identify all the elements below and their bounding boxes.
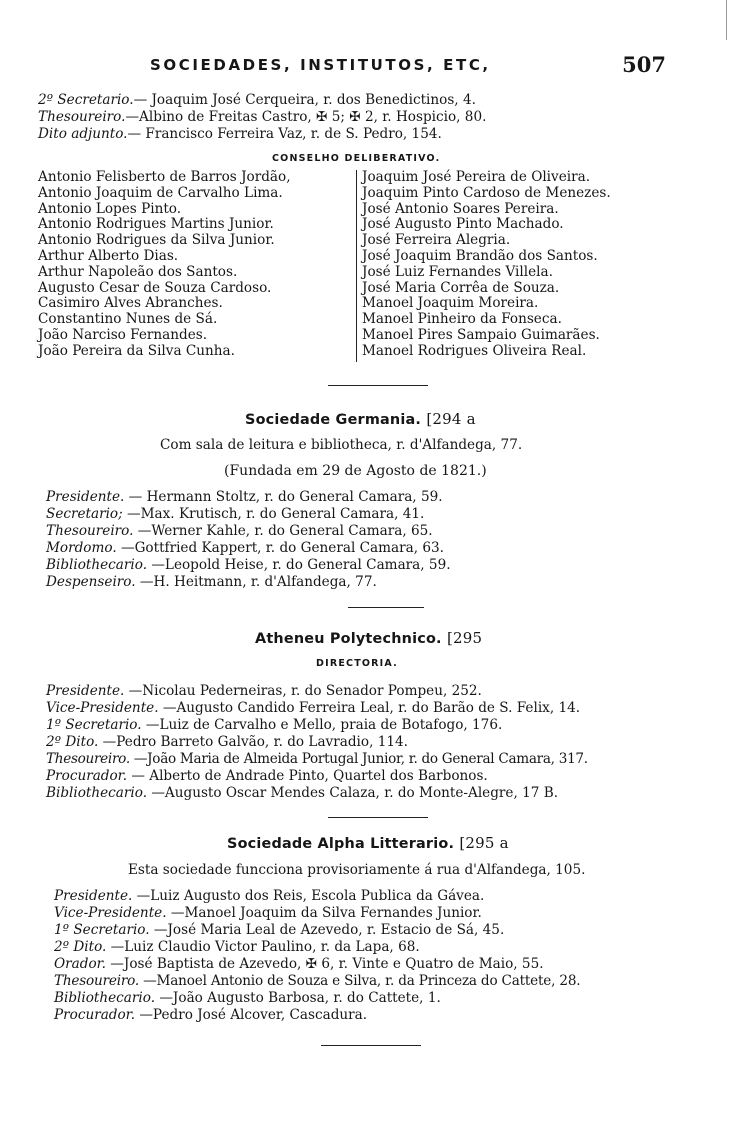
officer-line <box>54 990 441 1007</box>
founded-date: (Fundada em 29 de Agosto de 1821.) <box>224 463 487 479</box>
council-member: José Joaquim Brandão dos Santos. <box>362 247 598 264</box>
society-name: Sociedade Alpha Litterario. <box>227 836 455 852</box>
officer-role: Procurador. <box>46 768 128 784</box>
officer-text: —Luiz Claudio Victor Paulino, r. da Lapa, 68. <box>106 939 420 955</box>
officer-role: Vice-Presidente. <box>54 905 167 921</box>
officer-line <box>54 956 544 973</box>
council-member: Augusto Cesar de Souza Cardoso. <box>38 279 272 296</box>
officer-text: —Augusto Candido Ferreira Leal, r. do Barão de S. Felix, 14. <box>158 700 581 716</box>
officer-line <box>54 1007 367 1024</box>
officer-text: —Manoel Antonio de Souza e Silva, r. da Princeza do Cattete, 28. <box>139 973 581 989</box>
officer-role: 2º Dito. <box>54 939 107 955</box>
section-title <box>255 629 482 647</box>
council-left-column <box>38 170 291 360</box>
officer-role: Procurador. <box>54 1007 136 1023</box>
council-member: Antonio Lopes Pinto. <box>38 200 182 217</box>
officer-text: — Alberto de Andrade Pinto, Quartel dos Barbonos. <box>127 768 488 784</box>
officer-line <box>54 888 484 905</box>
council-member: José Augusto Pinto Machado. <box>362 216 564 233</box>
officer-text: —Pedro José Alcover, Cascadura. <box>135 1007 368 1023</box>
society-name: Sociedade Germania. <box>245 412 422 428</box>
officer-text: —Luiz de Carvalho e Mello, praia de Botafogo, 176. <box>141 717 503 733</box>
officer-role: 1º Secretario. <box>54 922 150 938</box>
section-title <box>227 834 509 852</box>
section-divider <box>328 817 428 818</box>
society-subtitle: Esta sociedade funcciona provisoriamente á rua d'Alfandega, 105. <box>128 862 586 878</box>
council-member: Manoel Joaquim Moreira. <box>362 295 539 312</box>
officer-line <box>54 973 580 990</box>
council-member: Manoel Pinheiro da Fonseca. <box>362 311 562 328</box>
council-member: João Narciso Fernandes. <box>38 326 208 343</box>
officer-role: Thesoureiro. <box>46 751 130 767</box>
officer-line <box>46 734 408 751</box>
officer-text: —José Baptista de Azevedo, ✠ 6, r. Vinte e Quatro de Maio, 55. <box>105 956 544 972</box>
officer-line <box>46 557 451 574</box>
officer-line <box>46 768 488 785</box>
officer-line <box>38 126 442 143</box>
society-subtitle: Com sala de leitura e bibliotheca, r. d'Alfandega, 77. <box>160 437 523 453</box>
officer-text: — Joaquim José Cerqueira, r. dos Benedictinos, 4. <box>133 92 476 108</box>
officer-role: Thesoureiro. <box>46 523 134 539</box>
council-member: Arthur Alberto Dias. <box>38 247 179 264</box>
council-member: Manoel Pires Sampaio Guimarães. <box>362 326 600 343</box>
officer-line <box>46 489 443 506</box>
entry-number: [295 <box>446 629 483 647</box>
entry-number: [295 a <box>459 834 509 852</box>
officer-line <box>54 922 504 939</box>
officer-line <box>46 700 580 717</box>
council-member: Antonio Rodrigues da Silva Junior. <box>38 232 275 249</box>
officer-text: —José Maria Leal de Azevedo, r. Estacio de Sá, 45. <box>149 922 505 938</box>
council-member: José Maria Corrêa de Souza. <box>362 279 560 296</box>
officer-line <box>46 751 588 768</box>
officer-text: —H. Heitmann, r. d'Alfandega, 77. <box>135 574 377 590</box>
officer-line <box>54 939 420 956</box>
officer-text: —Nicolau Pederneiras, r. do Senador Pompeu, 252. <box>124 683 482 699</box>
council-member: Arthur Napoleão dos Santos. <box>38 263 238 280</box>
council-member: Joaquim José Pereira de Oliveira. <box>362 169 591 185</box>
officer-role: Mordomo. <box>46 540 117 556</box>
officer-line <box>46 540 444 557</box>
officer-role: Vice-Presidente. <box>46 700 159 716</box>
council-member: Antonio Joaquim de Carvalho Lima. <box>38 184 283 201</box>
section-divider <box>348 607 424 608</box>
officer-text: —Max. Krutisch, r. do General Camara, 41. <box>122 506 425 522</box>
council-right-column <box>362 170 611 360</box>
society-name: Atheneu Polytechnico. <box>255 631 442 647</box>
officer-role: Presidente. <box>54 888 133 904</box>
officer-line <box>46 523 433 540</box>
council-member: José Ferreira Alegria. <box>362 232 511 249</box>
section-divider <box>321 1045 421 1046</box>
column-divider <box>356 170 357 362</box>
officer-line <box>54 905 482 922</box>
officer-text: —Luiz Augusto dos Reis, Escola Publica da Gávea. <box>132 888 485 904</box>
officer-role: 2º Secretario. <box>38 92 134 108</box>
officer-text: —João Maria de Almeida Portugal Junior, r. do General Camara, 317. <box>129 751 588 767</box>
officer-text: —Pedro Barreto Galvão, r. do Lavradio, 114. <box>98 734 408 750</box>
officer-role: Secretario; <box>46 506 123 522</box>
officer-text: — Hermann Stoltz, r. do General Camara, 59. <box>124 489 443 505</box>
section-title <box>245 410 476 428</box>
council-member: José Luiz Fernandes Villela. <box>362 263 553 280</box>
section-heading: DIRECTORIA. <box>316 658 398 669</box>
officer-text: —Augusto Oscar Mendes Calaza, r. do Monte-Alegre, 17 B. <box>147 785 559 801</box>
council-member: Joaquim Pinto Cardoso de Menezes. <box>362 184 611 201</box>
officer-role: Presidente. <box>46 683 125 699</box>
council-member: Antonio Felisberto de Barros Jordão, <box>38 169 291 185</box>
running-header <box>40 52 670 82</box>
officer-role: Thesoureiro. <box>38 109 126 125</box>
officer-line <box>46 574 377 591</box>
officer-role: Thesoureiro. <box>54 973 140 989</box>
council-member: João Pereira da Silva Cunha. <box>38 342 235 359</box>
officer-role: Bibliothecario. <box>46 785 148 801</box>
officer-line <box>46 785 558 802</box>
officer-role: Bibliothecario. <box>54 990 156 1006</box>
officer-text: —Manoel Joaquim da Silva Fernandes Junior. <box>166 905 482 921</box>
officer-text: —Werner Kahle, r. do General Camara, 65. <box>133 523 433 539</box>
council-member: Antonio Rodrigues Martins Junior. <box>38 216 274 233</box>
officer-text: —João Augusto Barbosa, r. do Cattete, 1. <box>155 990 441 1006</box>
officer-role: Bibliothecario. <box>46 557 148 573</box>
officer-line <box>38 92 476 109</box>
officer-line <box>46 683 482 700</box>
section-heading: CONSELHO DELIBERATIVO. <box>272 153 441 164</box>
council-member: Manoel Rodrigues Oliveira Real. <box>362 342 587 359</box>
officer-line <box>46 717 502 734</box>
officer-line <box>46 506 424 523</box>
council-member: Constantino Nunes de Sá. <box>38 311 218 328</box>
officer-role: Despenseiro. <box>46 574 136 590</box>
council-member: Casimiro Alves Abranches. <box>38 295 223 312</box>
scan-edge-mark <box>726 0 727 40</box>
officer-role: Orador. <box>54 956 106 972</box>
officer-text: — Francisco Ferreira Vaz, r. de S. Pedro, 154. <box>127 126 442 142</box>
entry-number: [294 a <box>426 410 476 428</box>
officer-role: Presidente. <box>46 489 125 505</box>
section-divider <box>328 385 428 386</box>
officer-role: 2º Dito. <box>46 734 99 750</box>
officer-line <box>38 109 486 126</box>
officer-role: 1º Secretario. <box>46 717 142 733</box>
page-number: 507 <box>622 52 666 77</box>
officer-text: —Albino de Freitas Castro, ✠ 5; ✠ 2, r. Hospicio, 80. <box>125 109 487 125</box>
officer-text: —Gottfried Kappert, r. do General Camara, 63. <box>116 540 444 556</box>
officer-text: —Leopold Heise, r. do General Camara, 59. <box>147 557 451 573</box>
officer-role: Dito adjunto. <box>38 126 128 142</box>
running-title: SOCIEDADES, INSTITUTOS, ETC, <box>150 56 491 74</box>
council-member: José Antonio Soares Pereira. <box>362 200 559 217</box>
